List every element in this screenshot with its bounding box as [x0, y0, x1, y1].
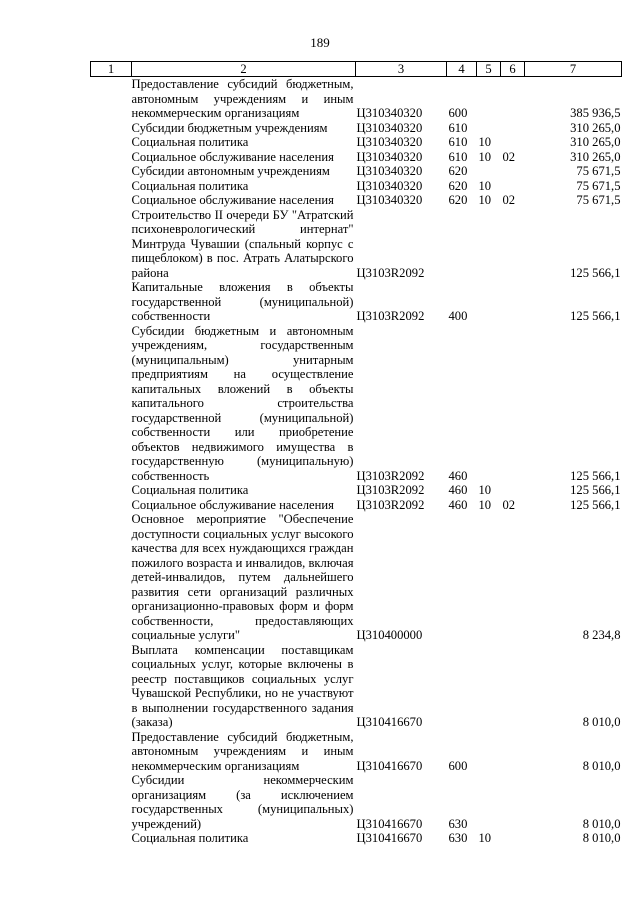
- section-cell: 10: [478, 193, 492, 207]
- table-row: [91, 150, 622, 165]
- target-code-cell: Ц310416670: [356, 816, 423, 831]
- target-code-cell: Ц310340320: [356, 120, 423, 135]
- subsection-cell: 02: [502, 193, 516, 207]
- target-code-cell: Ц310340320: [356, 135, 423, 149]
- target-code-cell: Ц310400000: [356, 628, 423, 642]
- index-cell: [91, 77, 132, 121]
- amount-cell: 125 566,1: [570, 309, 621, 323]
- item-name-cell: Социальное обслуживание населения: [131, 497, 334, 512]
- section-cell: [477, 208, 501, 281]
- column-header: 3: [356, 62, 447, 77]
- index-cell: [91, 831, 132, 846]
- index-cell: [91, 498, 132, 513]
- amount-cell: 8 010,0: [582, 831, 621, 845]
- target-code-cell: Ц310340320: [356, 149, 423, 164]
- amount-cell: 310 265,0: [570, 120, 621, 135]
- subsection-cell: [501, 831, 525, 846]
- table-row: [91, 179, 622, 194]
- item-name-cell: Субсидии бюджетным и автономным учреждениям, государственным (муниципальным) унитарным предприятиям на осуществление капитальных вложений в объекты капитального строительства государственной (муниципальной) собственности или приобретение объектов недвижимого имущества в государственную (муниципальную) собственность: [131, 323, 354, 483]
- expense-type-cell: 460: [448, 483, 468, 497]
- item-name-cell: Предоставление субсидий бюджетным, автономным учреждениям и иным некоммерческим организациям: [131, 77, 354, 120]
- index-cell: [91, 730, 132, 774]
- amount-cell: 125 566,1: [570, 497, 621, 512]
- expense-type-cell: 620: [448, 193, 468, 207]
- expense-type-cell: [447, 643, 477, 730]
- item-name-cell: Субсидии автономным учреждениям: [131, 164, 330, 178]
- target-code-cell: Ц3103R2092: [356, 483, 425, 497]
- index-cell: [91, 643, 132, 730]
- subsection-cell: [501, 164, 525, 179]
- amount-cell: 385 936,5: [570, 106, 621, 120]
- index-cell: [91, 773, 132, 831]
- table-row: [91, 730, 622, 774]
- index-cell: [91, 483, 132, 498]
- amount-cell: 8 010,0: [582, 816, 621, 831]
- amount-cell: 125 566,1: [570, 483, 621, 497]
- index-cell: [91, 324, 132, 484]
- amount-cell: 125 566,1: [570, 468, 621, 483]
- section-cell: [477, 324, 501, 484]
- subsection-cell: [501, 135, 525, 150]
- item-name-cell: Выплата компенсации поставщикам социальных услуг, которые включены в реестр поставщиков социальных услуг Чувашской Республики, но не участвуют в выполнении государственного задания (заказа): [131, 642, 354, 729]
- item-name-cell: Социальная политика: [131, 831, 249, 845]
- section-cell: [477, 773, 501, 831]
- column-header: 4: [447, 62, 477, 77]
- amount-cell: 8 010,0: [582, 758, 621, 773]
- table-row: [91, 193, 622, 208]
- section-cell: 10: [478, 149, 492, 164]
- item-name-cell: Субсидии некоммерческим организациям (за исключением государственных (муниципальных) учреждений): [131, 773, 354, 831]
- table-header-row: [91, 62, 622, 77]
- section-cell: [477, 77, 501, 121]
- column-header: 2: [132, 62, 356, 77]
- index-cell: [91, 150, 132, 165]
- table-row: [91, 773, 622, 831]
- table-row: [91, 483, 622, 498]
- item-name-cell: Основное мероприятие "Обеспечение доступности социальных услуг высокого качества для всех нуждающихся граждан пожилого возраста и инвалидов, включая детей-инвалидов, путем дальнейшего развития сети организаций различных организационно-правовых форм и форм собственности, предоставляющих социальные услуги": [131, 512, 354, 642]
- expense-type-cell: 460: [448, 468, 468, 483]
- subsection-cell: [501, 121, 525, 136]
- index-cell: [91, 121, 132, 136]
- section-cell: 10: [478, 483, 492, 497]
- table-row: [91, 164, 622, 179]
- target-code-cell: Ц3103R2092: [356, 309, 425, 323]
- expense-type-cell: 610: [448, 135, 468, 149]
- section-cell: [477, 643, 501, 730]
- expense-type-cell: [447, 208, 477, 281]
- index-cell: [91, 164, 132, 179]
- target-code-cell: Ц3103R2092: [356, 468, 425, 483]
- section-cell: 10: [478, 831, 492, 845]
- section-cell: [477, 512, 501, 643]
- target-code-cell: Ц310416670: [356, 831, 423, 845]
- subsection-cell: [501, 77, 525, 121]
- table-row: [91, 280, 622, 324]
- table-row: [91, 135, 622, 150]
- item-name-cell: Социальное обслуживание населения: [131, 193, 334, 207]
- target-code-cell: Ц310340320: [356, 178, 423, 193]
- target-code-cell: Ц310340320: [356, 106, 423, 120]
- amount-cell: 310 265,0: [570, 149, 621, 164]
- index-cell: [91, 512, 132, 643]
- expense-type-cell: 400: [448, 309, 468, 323]
- item-name-cell: Строительство II очереди БУ "Атратский психоневрологический интернат" Минтруда Чувашии (спальный корпус с пищеблоком) в пос. Атрать Алатырского района: [131, 207, 354, 280]
- index-cell: [91, 135, 132, 150]
- section-cell: 10: [478, 497, 492, 512]
- expense-type-cell: 620: [448, 178, 468, 193]
- column-header: 7: [525, 62, 622, 77]
- page-number: 189: [310, 35, 330, 50]
- expense-type-cell: [447, 512, 477, 643]
- subsection-cell: [501, 773, 525, 831]
- amount-cell: 75 671,5: [576, 178, 621, 193]
- amount-cell: 75 671,5: [576, 164, 621, 178]
- subsection-cell: [501, 280, 525, 324]
- subsection-cell: [501, 483, 525, 498]
- table-row: [91, 208, 622, 281]
- amount-cell: 8 234,8: [582, 628, 621, 642]
- section-cell: [477, 164, 501, 179]
- amount-cell: 125 566,1: [570, 265, 621, 280]
- item-name-cell: Субсидии бюджетным учреждениям: [131, 120, 328, 135]
- subsection-cell: 02: [502, 149, 516, 164]
- section-cell: [477, 280, 501, 324]
- expense-type-cell: 460: [448, 497, 468, 512]
- expense-type-cell: 600: [448, 106, 468, 120]
- item-name-cell: Предоставление субсидий бюджетным, автономным учреждениям и иным некоммерческим организациям: [131, 729, 354, 773]
- subsection-cell: [501, 512, 525, 643]
- target-code-cell: Ц310340320: [356, 193, 423, 207]
- amount-cell: 8 010,0: [582, 715, 621, 729]
- target-code-cell: Ц3103R2092: [356, 265, 425, 280]
- amount-cell: 75 671,5: [576, 193, 621, 207]
- target-code-cell: Ц310416670: [356, 758, 423, 773]
- table-row: [91, 512, 622, 643]
- item-name-cell: Социальное обслуживание населения: [131, 149, 334, 164]
- subsection-cell: [501, 643, 525, 730]
- target-code-cell: Ц310416670: [356, 715, 423, 729]
- target-code-cell: Ц3103R2092: [356, 497, 425, 512]
- table-row: [91, 121, 622, 136]
- item-name-cell: Социальная политика: [131, 483, 249, 497]
- subsection-cell: 02: [502, 497, 516, 512]
- table-row: [91, 643, 622, 730]
- item-name-cell: Капитальные вложения в объекты государственной (муниципальной) собственности: [131, 280, 354, 323]
- index-cell: [91, 208, 132, 281]
- column-header: 6: [501, 62, 525, 77]
- index-cell: [91, 280, 132, 324]
- index-cell: [91, 179, 132, 194]
- subsection-cell: [501, 179, 525, 194]
- budget-table: [90, 61, 622, 846]
- item-name-cell: Социальная политика: [131, 178, 249, 193]
- expense-type-cell: 610: [448, 120, 468, 135]
- target-code-cell: Ц310340320: [356, 164, 423, 178]
- subsection-cell: [501, 324, 525, 484]
- table-row: [91, 831, 622, 846]
- table-row: [91, 324, 622, 484]
- table-row: [91, 498, 622, 513]
- subsection-cell: [501, 730, 525, 774]
- subsection-cell: [501, 208, 525, 281]
- index-cell: [91, 193, 132, 208]
- section-cell: 10: [478, 135, 492, 149]
- column-header: 1: [91, 62, 132, 77]
- expense-type-cell: 600: [448, 758, 468, 773]
- section-cell: 10: [478, 178, 492, 193]
- item-name-cell: Социальная политика: [131, 135, 249, 149]
- expense-type-cell: 630: [448, 816, 468, 831]
- table-row: [91, 77, 622, 121]
- expense-type-cell: 630: [448, 831, 468, 845]
- section-cell: [477, 730, 501, 774]
- expense-type-cell: 610: [448, 149, 468, 164]
- amount-cell: 310 265,0: [570, 135, 621, 149]
- column-header: 5: [477, 62, 501, 77]
- expense-type-cell: 620: [448, 164, 468, 178]
- section-cell: [477, 121, 501, 136]
